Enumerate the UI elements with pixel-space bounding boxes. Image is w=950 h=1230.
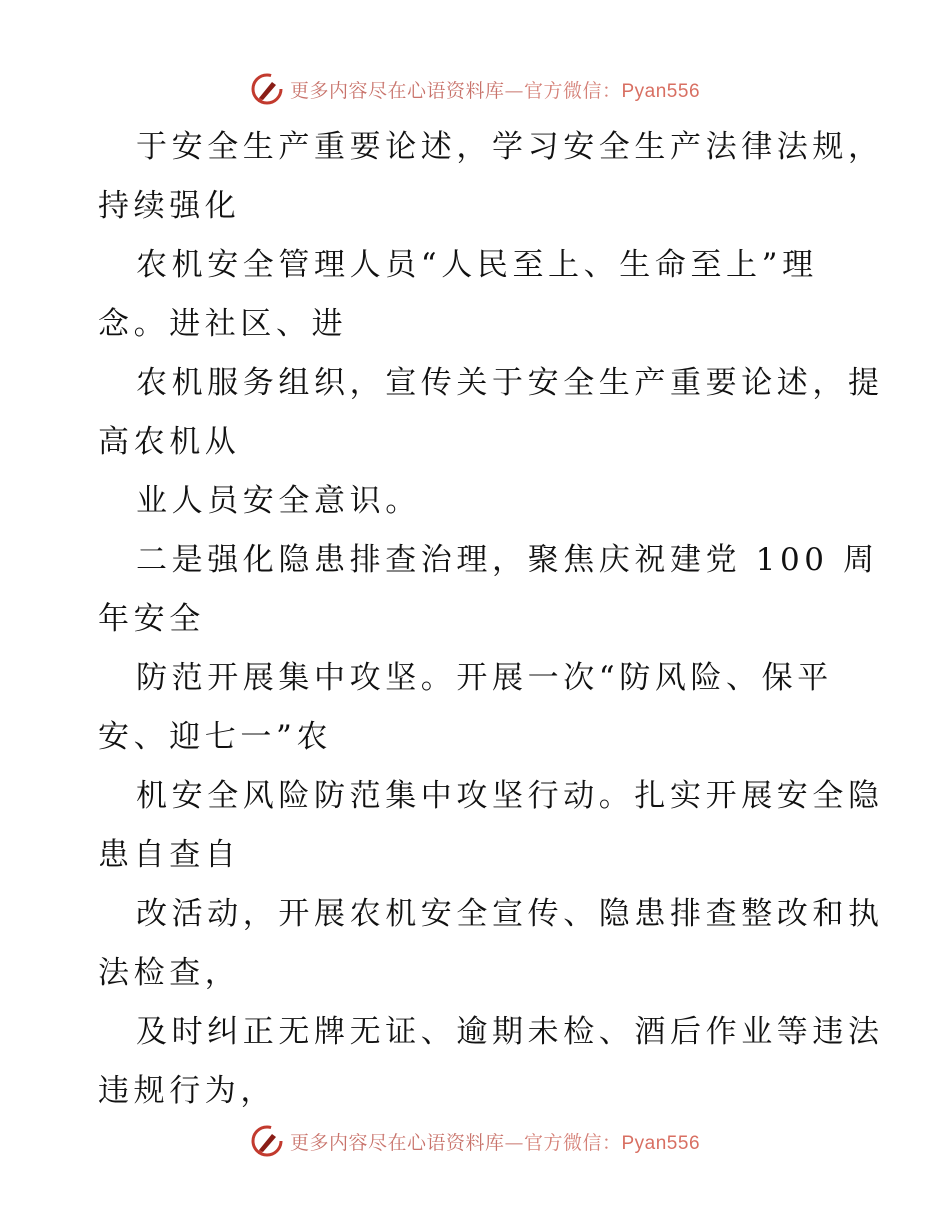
- text-line: 及时纠正无牌无证、逾期未检、酒后作业等违法: [136, 1014, 884, 1050]
- text-line: 农机安全管理人员“人民至上、生命至上”理: [136, 247, 818, 283]
- pen-logo-icon: [250, 1124, 284, 1158]
- text-line: 法检查，: [98, 955, 241, 991]
- watermark-header: [0, 72, 950, 106]
- watermark-wechat-id: Pyan556: [621, 1132, 701, 1154]
- text-line: 高农机从: [98, 424, 241, 460]
- text-line: 年安全: [98, 601, 205, 637]
- text-line: 违规行为，: [98, 1073, 276, 1109]
- document-body: [98, 118, 884, 1121]
- text-line: 改活动，开展农机安全宣传、隐患排查整改和执: [136, 896, 884, 932]
- text-line: 于安全生产重要论述，学习安全生产法律法规，: [136, 129, 884, 165]
- watermark-footer: [0, 1124, 950, 1158]
- text-line: 防范开展集中攻坚。开展一次“防风险、保平: [136, 660, 833, 696]
- watermark-site: 更多内容尽在心语资料库: [289, 1131, 505, 1154]
- text-line: 业人员安全意识。: [136, 483, 421, 519]
- watermark-wechat-label: 官方微信：: [523, 1131, 622, 1154]
- watermark-text: [290, 76, 700, 103]
- watermark-wechat-id: Pyan556: [621, 80, 701, 102]
- text-line: 农机服务组织，宣传关于安全生产重要论述，提: [136, 365, 884, 401]
- text-line: 机安全风险防范集中攻坚行动。扎实开展安全隐: [136, 778, 884, 814]
- watermark-separator: —: [504, 1131, 524, 1154]
- pen-logo-icon: [250, 72, 284, 106]
- watermark-text: [290, 1128, 700, 1155]
- text-line: 念。进社区、进: [98, 306, 348, 342]
- text-line: 患自查自: [98, 837, 241, 873]
- watermark-site: 更多内容尽在心语资料库: [289, 79, 505, 102]
- text-line: 二是强化隐患排查治理，聚焦庆祝建党 100 周: [136, 542, 879, 578]
- watermark-separator: —: [504, 79, 524, 102]
- text-line: 安、迎七一”农: [98, 719, 333, 755]
- watermark-wechat-label: 官方微信：: [523, 79, 622, 102]
- text-line: 持续强化: [98, 188, 241, 224]
